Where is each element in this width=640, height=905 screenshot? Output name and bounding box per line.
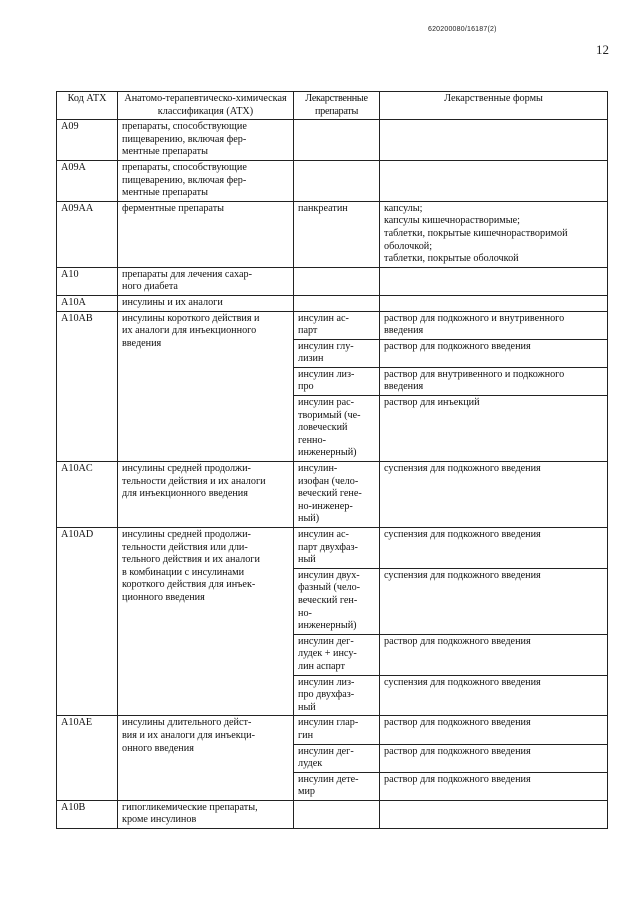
classification-line: ферментные препараты xyxy=(122,202,224,214)
drug-name-line: гин xyxy=(298,729,314,741)
drug-name-line: инсулин лиз- xyxy=(298,676,355,688)
atc-code-cell: A10AB xyxy=(57,311,118,462)
drug-cell xyxy=(294,772,380,800)
table-row xyxy=(57,201,608,267)
dosage-form-cell xyxy=(380,528,608,569)
table-row xyxy=(57,295,608,311)
classification-line: препараты для лечения сахар- xyxy=(122,268,253,280)
drug-name-line: фазный (чело- xyxy=(298,582,361,594)
drug-name-line: инсулин ас- xyxy=(298,312,349,324)
drug-cell xyxy=(294,396,380,462)
dosage-form-line: раствор для подкожного введения xyxy=(384,340,531,352)
drug-cell xyxy=(294,528,380,569)
classification-cell xyxy=(118,462,294,528)
drug-cell xyxy=(294,675,380,716)
classification-line: инсулины длительного дейст- xyxy=(122,717,252,729)
dosage-form-cell xyxy=(380,295,608,311)
dosage-form-line: суспензия для подкожного введения xyxy=(384,676,541,688)
dosage-form-cell xyxy=(380,462,608,528)
dosage-form-cell xyxy=(380,800,608,828)
dosage-form-cell xyxy=(380,675,608,716)
classification-line: вия и их аналоги для инъекци- xyxy=(122,729,255,741)
drug-name-line: панкреатин xyxy=(298,202,348,214)
atc-code-cell: A10AE xyxy=(57,716,118,801)
classification-cell xyxy=(118,201,294,267)
drug-name-line: лудек xyxy=(298,758,323,770)
drug-name-line: инсулин дег- xyxy=(298,745,354,757)
drug-name-line: лин аспарт xyxy=(298,660,345,672)
classification-line: ментные препараты xyxy=(122,146,208,158)
classification-cell xyxy=(118,528,294,716)
dosage-form-cell xyxy=(380,120,608,161)
drug-name-line: инсулин глу- xyxy=(298,340,354,352)
drug-name-line: инсулин дег- xyxy=(298,635,354,647)
atc-code-cell: A10B xyxy=(57,800,118,828)
dosage-form-cell xyxy=(380,311,608,339)
classification-line: ментные препараты xyxy=(122,187,208,199)
dosage-form-line: раствор для подкожного введения xyxy=(384,717,531,729)
dosage-form-cell xyxy=(380,744,608,772)
drug-name-line: веческий гене- xyxy=(298,488,362,500)
table-body xyxy=(57,120,608,829)
classification-line: короткого действия для инъек- xyxy=(122,579,256,591)
dosage-form-cell xyxy=(380,339,608,367)
atc-code-cell: A10 xyxy=(57,267,118,295)
dosage-form-line: раствор для подкожного введения xyxy=(384,773,531,785)
dosage-form-cell xyxy=(380,396,608,462)
classification-cell xyxy=(118,267,294,295)
drug-cell xyxy=(294,462,380,528)
drug-name-line: ный) xyxy=(298,513,320,525)
document-id: 620200080/16187(2) xyxy=(428,26,497,33)
classification-line: для инъекционного введения xyxy=(122,488,248,500)
drug-name-line: парт xyxy=(298,325,318,337)
drug-name-line: изофан (чело- xyxy=(298,475,359,487)
dosage-form-line: капсулы; xyxy=(384,202,423,214)
table-row xyxy=(57,311,608,339)
drug-name-line: про двухфаз- xyxy=(298,689,355,701)
column-header-classification: Анатомо-терапевтическо-химическая классификация (АТХ) xyxy=(118,92,294,120)
classification-line: инсулины средней продолжи- xyxy=(122,463,251,475)
atc-code-cell: A10A xyxy=(57,295,118,311)
classification-line: тельного действия и их аналоги xyxy=(122,554,260,566)
drug-cell xyxy=(294,367,380,395)
dosage-form-line: капсулы кишечнорастворимые; xyxy=(384,215,520,227)
dosage-form-line: введения xyxy=(384,325,424,337)
drug-name-line: инсулин рас- xyxy=(298,397,355,409)
classification-cell xyxy=(118,120,294,161)
drug-name-line: инсулин глар- xyxy=(298,717,359,729)
drug-cell xyxy=(294,311,380,339)
drug-name-line: инженерный) xyxy=(298,620,357,632)
table-row xyxy=(57,462,608,528)
atc-table xyxy=(56,91,608,829)
classification-line: тельности действия или дли- xyxy=(122,541,248,553)
drug-name-line: генно- xyxy=(298,434,326,446)
drug-name-line: мир xyxy=(298,786,315,798)
classification-cell xyxy=(118,311,294,462)
drug-cell xyxy=(294,716,380,744)
drug-cell xyxy=(294,160,380,201)
dosage-form-cell xyxy=(380,201,608,267)
dosage-form-line: таблетки, покрытые оболочкой xyxy=(384,253,519,265)
classification-line: тельности действия и их аналоги xyxy=(122,475,266,487)
table-row xyxy=(57,160,608,201)
dosage-form-cell xyxy=(380,716,608,744)
dosage-form-cell xyxy=(380,267,608,295)
classification-line: ционного введения xyxy=(122,591,205,603)
dosage-form-cell xyxy=(380,160,608,201)
classification-line: онного введения xyxy=(122,742,194,754)
table-row xyxy=(57,800,608,828)
dosage-form-line: раствор для подкожного введения xyxy=(384,635,531,647)
dosage-form-line: таблетки, покрытые кишечнорастворимой xyxy=(384,227,568,239)
dosage-form-cell xyxy=(380,568,608,634)
drug-cell xyxy=(294,201,380,267)
atc-code-cell: A09AA xyxy=(57,201,118,267)
classification-line: ного диабета xyxy=(122,281,178,293)
drug-name-line: ный xyxy=(298,701,316,713)
table-row xyxy=(57,267,608,295)
table-header-row xyxy=(57,92,608,120)
drug-name-line: инсулин лиз- xyxy=(298,368,355,380)
drug-cell xyxy=(294,744,380,772)
dosage-form-line: раствор для подкожного и внутривенного xyxy=(384,312,565,324)
dosage-form-line: введения xyxy=(384,381,424,393)
classification-line: инсулины средней продолжи- xyxy=(122,529,251,540)
classification-line: их аналоги для инъекционного xyxy=(122,325,257,337)
drug-cell xyxy=(294,800,380,828)
dosage-form-line: оболочкой; xyxy=(384,240,433,252)
drug-name-line: инсулин двух- xyxy=(298,569,360,581)
dosage-form-line: раствор для внутривенного и подкожного xyxy=(384,368,565,380)
drug-cell xyxy=(294,120,380,161)
dosage-form-cell xyxy=(380,367,608,395)
classification-line: препараты, способствующие xyxy=(122,121,247,133)
drug-name-line: инсулин ас- xyxy=(298,529,349,540)
dosage-form-line: раствор для инъекций xyxy=(384,397,480,409)
classification-line: в комбинации с инсулинами xyxy=(122,566,245,578)
column-header-forms: Лекарственные формы xyxy=(380,92,608,120)
dosage-form-cell xyxy=(380,772,608,800)
atc-code-cell: A09 xyxy=(57,120,118,161)
drug-name-line: лизин xyxy=(298,353,324,365)
column-header-drugs: Лекарственные препараты xyxy=(294,92,380,120)
drug-name-line: парт двухфаз- xyxy=(298,541,358,553)
drug-name-line: инсулин дете- xyxy=(298,773,359,785)
table-row xyxy=(57,716,608,744)
classification-line: инсулины и их аналоги xyxy=(122,296,223,308)
drug-name-line: лудек + инсу- xyxy=(298,648,357,660)
drug-name-line: про xyxy=(298,381,314,393)
dosage-form-line: суспензия для подкожного введения xyxy=(384,529,541,540)
drug-name-line: веческий ген- xyxy=(298,594,358,606)
drug-name-line: инсулин- xyxy=(298,463,338,475)
dosage-form-line: раствор для подкожного введения xyxy=(384,745,531,757)
classification-line: инсулины короткого действия и xyxy=(122,312,260,324)
classification-line: гипогликемические препараты, xyxy=(122,801,258,813)
drug-name-line: но-инженер- xyxy=(298,500,353,512)
classification-cell xyxy=(118,160,294,201)
drug-name-line: ловеческий xyxy=(298,422,348,434)
classification-line: введения xyxy=(122,337,162,349)
dosage-form-cell xyxy=(380,634,608,675)
drug-name-line: творимый (че- xyxy=(298,409,361,421)
drug-name-line: ный xyxy=(298,554,316,566)
atc-code-cell: A10AC xyxy=(57,462,118,528)
column-header-code: Код АТХ xyxy=(57,92,118,120)
classification-line: пищеварению, включая фер- xyxy=(122,174,247,186)
drug-cell xyxy=(294,568,380,634)
dosage-form-line: суспензия для подкожного введения xyxy=(384,463,541,475)
atc-code-cell: A10AD xyxy=(57,528,118,716)
drug-cell xyxy=(294,295,380,311)
classification-line: кроме инсулинов xyxy=(122,814,197,826)
drug-cell xyxy=(294,267,380,295)
drug-name-line: но- xyxy=(298,607,312,619)
dosage-form-line: суспензия для подкожного введения xyxy=(384,569,541,581)
page-number: 12 xyxy=(596,42,609,57)
drug-name-line: инженерный) xyxy=(298,447,357,459)
classification-cell xyxy=(118,295,294,311)
classification-cell xyxy=(118,800,294,828)
table-row xyxy=(57,528,608,569)
classification-line: препараты, способствующие xyxy=(122,161,247,173)
classification-line: пищеварению, включая фер- xyxy=(122,133,247,145)
classification-cell xyxy=(118,716,294,801)
drug-cell xyxy=(294,339,380,367)
atc-code-cell: A09A xyxy=(57,160,118,201)
drug-cell xyxy=(294,634,380,675)
table-row xyxy=(57,120,608,161)
